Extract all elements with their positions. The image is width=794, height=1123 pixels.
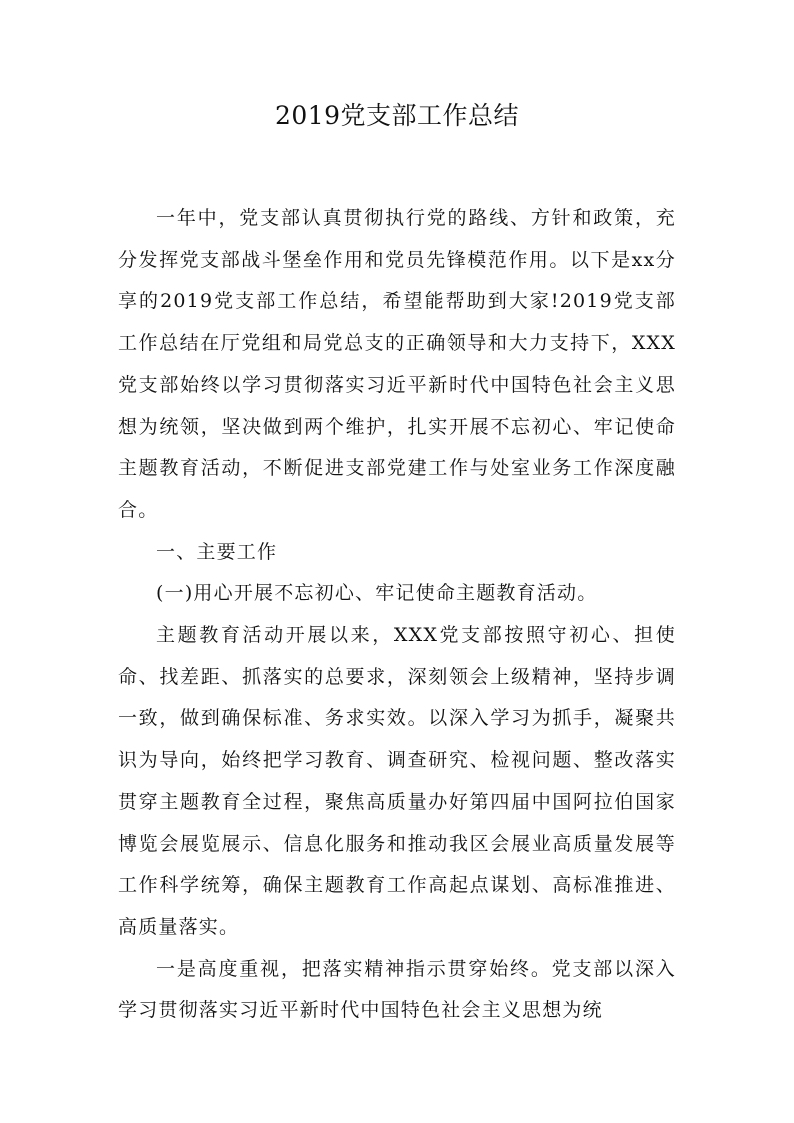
subsection-heading: (一)用心开展不忘初心、牢记使命主题教育活动。 xyxy=(156,582,598,605)
body-paragraph-3: 一是高度重视，把落实精神指示贯穿始终。党支部以深入学习贯彻落实习近平新时代中国特色社会主义思想为统 xyxy=(118,957,676,1022)
section-heading: 一、主要工作 xyxy=(156,540,278,563)
document-body xyxy=(118,198,676,1032)
document-title: 2019党支部工作总结 xyxy=(274,101,520,130)
intro-paragraph: 一年中，党支部认真贯彻执行党的路线、方针和政策，充分发挥党支部战斗堡垒作用和党员先锋模范作用。以下是xx分享的2019党支部工作总结，希望能帮助到大家!2019党支部工作总结在厅党组和局党总支的正确领导和大力支持下，XXX党支部始终以学习贯彻落实习近平新时代中国特色社会主义思想为统领，坚决做到两个维护，扎实开展不忘初心、牢记使命主题教育活动，不断促进支部党建工作与处室业务工作深度融合。 xyxy=(118,207,676,521)
body-paragraph-2: 主题教育活动开展以来，XXX党支部按照守初心、担使命、找差距、抓落实的总要求，深刻领会上级精神，坚持步调一致，做到确保标准、务求实效。以深入学习为抓手，凝聚共识为导向，始终把学习教育、调查研究、检视问题、整改落实贯穿主题教育全过程，聚焦高质量办好第四届中国阿拉伯国家博览会展览展示、信息化服务和推动我区会展业高质量发展等工作科学统筹，确保主题教育工作高起点谋划、高标准推进、高质量落实。 xyxy=(118,624,676,938)
